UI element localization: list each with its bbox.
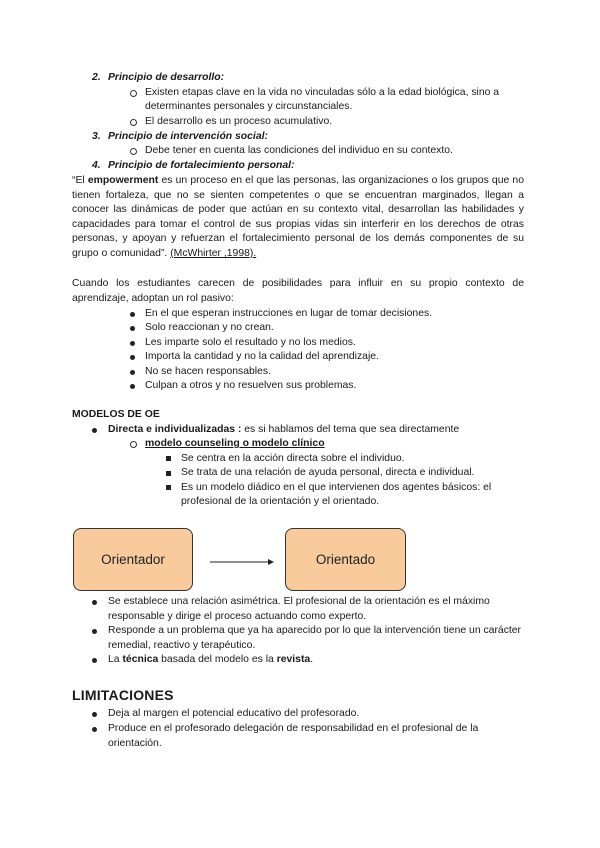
square-bullet-icon [166,485,171,490]
bullet-icon [130,384,135,389]
bullet-icon [92,712,97,717]
limitations-heading: LIMITACIONES [72,687,174,703]
orientado-box: Orientado [285,528,406,591]
quote-citation: (McWhirter ,1998). [170,247,257,259]
directa-text: es si hablamos del tema que sea directamente [241,424,460,435]
limitation-item: Produce en el profesorado delegación de responsabilidad en el profesional de la orientación. [108,723,479,749]
model-point: Es un modelo diádico en el que intervienen dos agentes básicos: el [181,482,492,493]
passive-item: No se hacen responsables. [145,366,271,377]
after-bullet-1: Se establece una relación asimétrica. El profesional de la orientación es el máximo responsable y dirige el proceso actuando como experto. [108,596,490,622]
orientador-box: Orientador [73,528,193,591]
model-point: Se centra en la acción directa sobre el individuo. [181,453,405,464]
square-bullet-icon [166,456,171,461]
principle-2-title: Principio de desarrollo: [108,72,225,83]
principle-3-bullet-1: Debe tener en cuenta las condiciones del individuo en su contexto. [145,145,453,156]
counseling-model-title: modelo counseling o modelo clínico [145,438,325,449]
bullet-icon [130,370,135,375]
b3-end: . [310,654,314,665]
b3-revista: revista [276,654,311,665]
square-bullet-icon [166,471,171,476]
b3-pre: La [108,654,123,665]
bullet-icon [130,326,135,331]
principle-2-bullet-1a: Existen etapas clave en la vida no vinculadas sólo a la edad biológica, sino a [145,87,500,98]
quote-text: es un proceso en el que las personas, las organizaciones o los grupos que no tienen fortaleza, que no se sienten competentes o que se encuentran marginados, llegan a conocer las dinámicas de poder que actúan en su contexto vital, desarrollan las habilidades y capacidades para tomar el control de sus propias vidas sin interferir en los derechos de otras personas, y apoyan y refuerzan el fortalecimiento personal de los demás componentes de su grupo o comunidad”. [72,175,524,259]
hollow-bullet-icon [130,90,137,97]
hollow-bullet-icon [130,148,137,155]
bullet-icon [130,355,135,360]
bullet-icon [92,629,97,634]
bullet-icon [92,658,97,663]
limitation-item: Deja al margen el potencial educativo del profesorado. [108,708,360,719]
principle-2-bullet-1b: determinantes personales y circunstanciales. [145,101,353,112]
passive-item: Importa la cantidad y no la calidad del aprendizaje. [145,351,379,362]
passive-item: En el que esperan instrucciones en lugar de tomar decisiones. [145,308,433,319]
model-point: Se trata de una relación de ayuda personal, directa e individual. [181,467,475,478]
directa-bold: Directa e individualizadas : [108,424,242,435]
principle-3-number: 3. [92,131,101,142]
b3-tecnica: técnica [122,654,159,665]
passive-item: Culpan a otros y no resuelven sus problemas. [145,380,357,391]
principle-2-bullet-2: El desarrollo es un proceso acumulativo. [145,116,333,127]
quote-open: “El [72,175,88,186]
principle-3-title: Principio de intervención social: [108,131,268,142]
passive-intro: Cuando los estudiantes carecen de posibilidades para influir en su propio contexto de aprendizaje, adoptan un rol pasivo: [72,278,524,304]
hollow-bullet-icon [130,119,137,126]
quote-bold-term: empowerment [87,175,159,186]
directa-line [108,423,459,437]
bullet-icon [92,428,97,433]
model-point-cont: profesional de la orientación y el orientado. [181,496,380,507]
bullet-icon [92,727,97,732]
hollow-bullet-icon [130,441,137,448]
models-heading: MODELOS DE OE [72,409,160,420]
b3-mid: basada del modelo es la [158,654,277,665]
bullet-icon [130,341,135,346]
arrow-icon [205,556,280,568]
bullet-icon [92,600,97,605]
principle-4-number: 4. [92,160,101,171]
principle-2-number: 2. [92,72,101,83]
principle-4-title: Principio de fortalecimiento personal: [108,160,295,171]
empowerment-quote [72,174,524,262]
after-bullet-3 [108,653,313,667]
passive-item: Les imparte solo el resultado y no los medios. [145,337,356,348]
bullet-icon [130,312,135,317]
after-bullet-2: Responde a un problema que ya ha aparecido por lo que la intervención tiene un carácter remedial, reactivo y terapéutico. [108,625,522,651]
passive-item: Solo reaccionan y no crean. [145,322,274,333]
